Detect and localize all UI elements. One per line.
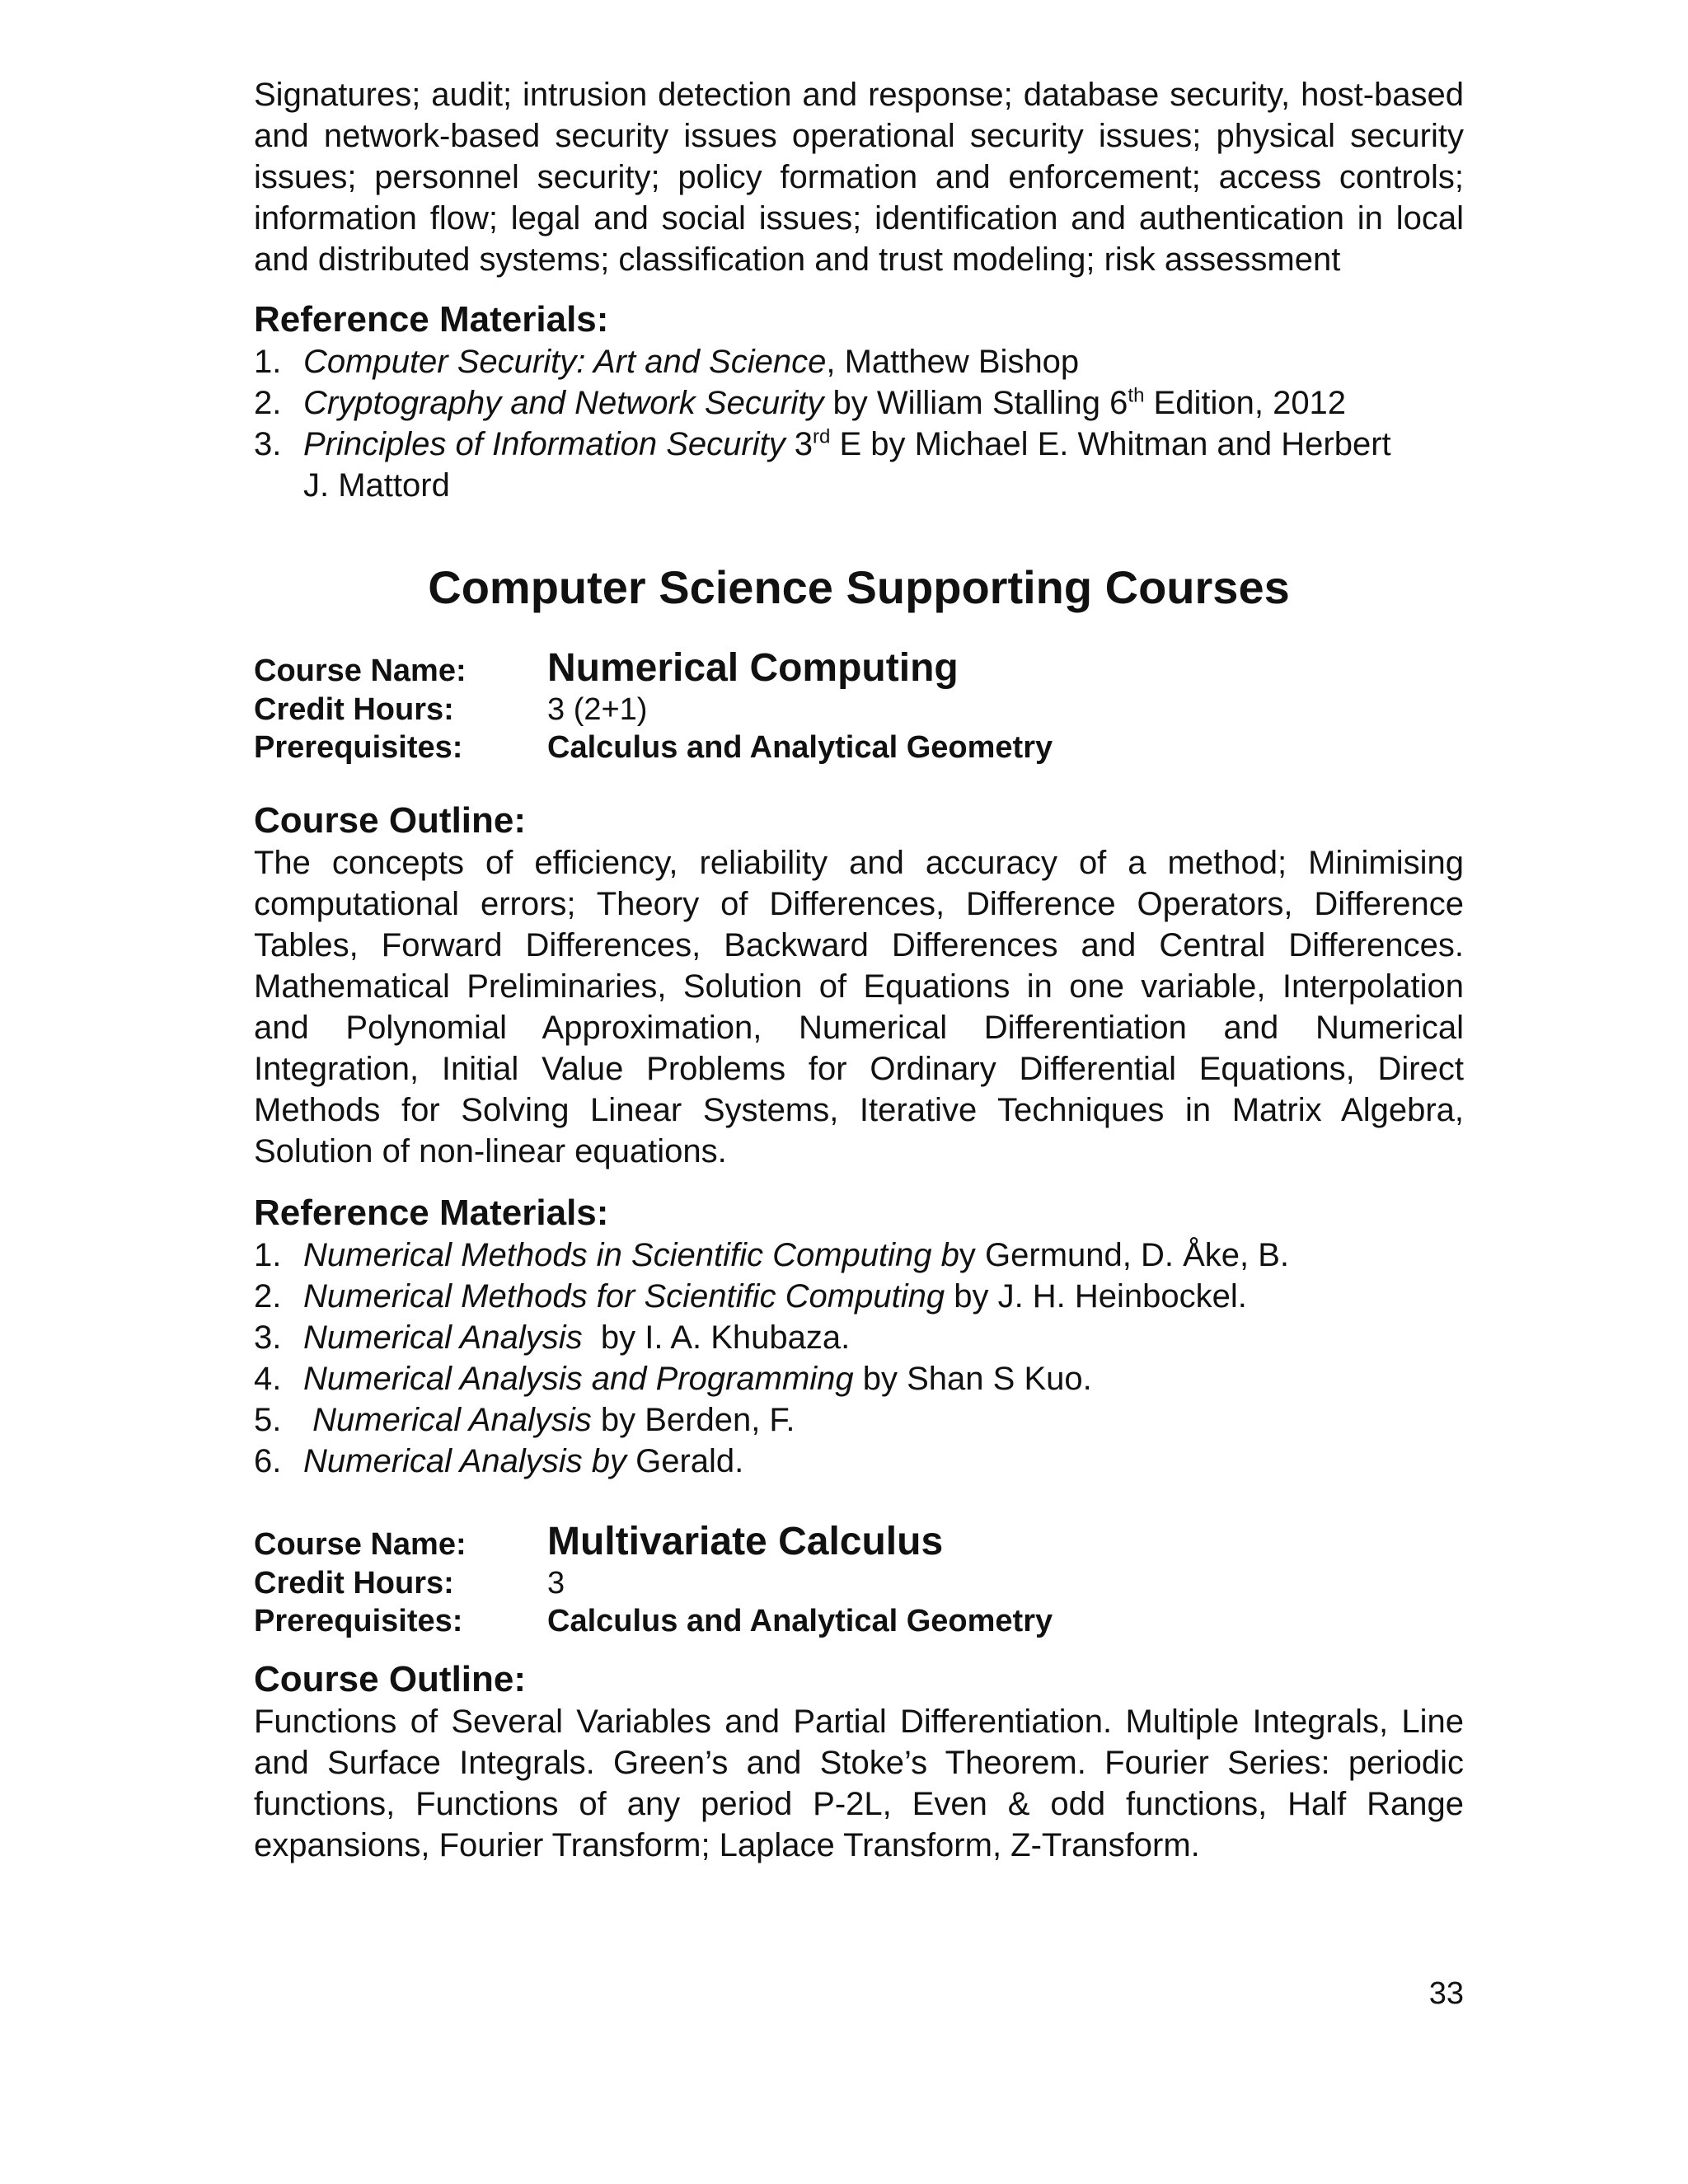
reference-item: 5. Numerical Analysis by Berden, F. <box>254 1402 795 1438</box>
course-name: Numerical Computing <box>547 646 959 690</box>
reference-title: Numerical Analysis and Programming <box>303 1361 854 1397</box>
prerequisites-value: Calculus and Analytical Geometry <box>547 730 1053 765</box>
course-name-label: Course Name: <box>254 654 467 688</box>
reference-item: 1. Computer Security: Art and Science, Matthew Bishop <box>254 344 1080 380</box>
reference-title: Numerical Analysis <box>303 1319 583 1356</box>
reference-item: 3. Numerical Analysis by I. A. Khubaza. <box>254 1319 851 1356</box>
reference-item: 3. Principles of Information Security 3rd E by Michael E. Whitman and Herbert J. Mattord <box>254 425 1391 504</box>
credit-hours-label: Credit Hours: <box>254 1566 454 1601</box>
reference-list <box>254 1235 1464 1482</box>
prerequisites-label: Prerequisites: <box>254 1604 463 1638</box>
reference-title: Numerical Methods for Scientific Computing <box>303 1278 945 1315</box>
reference-title: Numerical Analysis <box>303 1402 592 1438</box>
course-info-numerical-computing <box>254 646 1464 766</box>
reference-title: Cryptography and Network Security <box>303 385 824 421</box>
reference-title: Computer Security: Art and Science <box>303 344 827 380</box>
reference-item: 2. Numerical Methods for Scientific Computing by J. H. Heinbockel. <box>254 1278 1247 1315</box>
course-outline-heading: Course Outline: <box>254 1659 527 1699</box>
reference-title: Numerical Analysis by <box>303 1443 626 1479</box>
credit-hours-value: 3 <box>547 1566 565 1601</box>
prerequisites-label: Prerequisites: <box>254 730 463 765</box>
intro-paragraph: Signatures; audit; intrusion detection and response; database security, host-based and network-based security issues operational security issues; physical security issues; personnel security; policy formation and enforcement; access controls; information flow; legal and social issues; identification and authentication in local and distributed systems; classification and trust modeling; risk assessment <box>254 77 1464 278</box>
reference-item: 2. Cryptography and Network Security by William Stalling 6th Edition, 2012 <box>254 384 1347 421</box>
prerequisites-value: Calculus and Analytical Geometry <box>547 1604 1053 1638</box>
reference-item: 1. Numerical Methods in Scientific Computing by Germund, D. Åke, B. <box>254 1237 1290 1273</box>
document-page <box>254 74 1464 1866</box>
credit-hours-value: 3 (2+1) <box>547 692 648 727</box>
reference-materials-heading: Reference Materials: <box>254 299 609 340</box>
course-name: Multivariate Calculus <box>547 1520 944 1563</box>
reference-title: Principles of Information Security <box>303 426 785 462</box>
reference-item: 6. Numerical Analysis by Gerald. <box>254 1443 744 1479</box>
reference-title: Numerical Methods in Scientific Computing b <box>303 1237 959 1273</box>
course-outline-text: Functions of Several Variables and Partial Differentiation. Multiple Integrals, Line and Surface Integrals. Green’s and Stoke’s Theorem. Fourier Series: periodic functions, Functions of any period P-2L, Even & odd functions, Half Range expansions, Fourier Transform; Laplace Transform, Z-Transform. <box>254 1704 1464 1863</box>
course-outline-heading: Course Outline: <box>254 800 527 841</box>
course-outline-text: The concepts of efficiency, reliability and accuracy of a method; Minimising computational errors; Theory of Differences, Difference Operators, Difference Tables, Forward Differences, Backward Differences and Central Differences. Mathematical Preliminaries, Solution of Equations in one variable, Interpolation and Polynomial Approximation, Numerical Differentiation and Numerical Integration, Initial Value Problems for Ordinary Differential Equations, Direct Methods for Solving Linear Systems, Iterative Techniques in Matrix Algebra, Solution of non-linear equations. <box>254 845 1464 1169</box>
reference-item: 4. Numerical Analysis and Programming by Shan S Kuo. <box>254 1361 1092 1397</box>
reference-materials-heading: Reference Materials: <box>254 1193 609 1233</box>
page-number: 33 <box>1428 1976 1464 2011</box>
section-title: Computer Science Supporting Courses <box>428 561 1290 613</box>
course-info-multivariate-calculus <box>254 1520 1464 1640</box>
credit-hours-label: Credit Hours: <box>254 692 454 727</box>
course-name-label: Course Name: <box>254 1527 467 1562</box>
reference-list <box>254 341 1464 506</box>
